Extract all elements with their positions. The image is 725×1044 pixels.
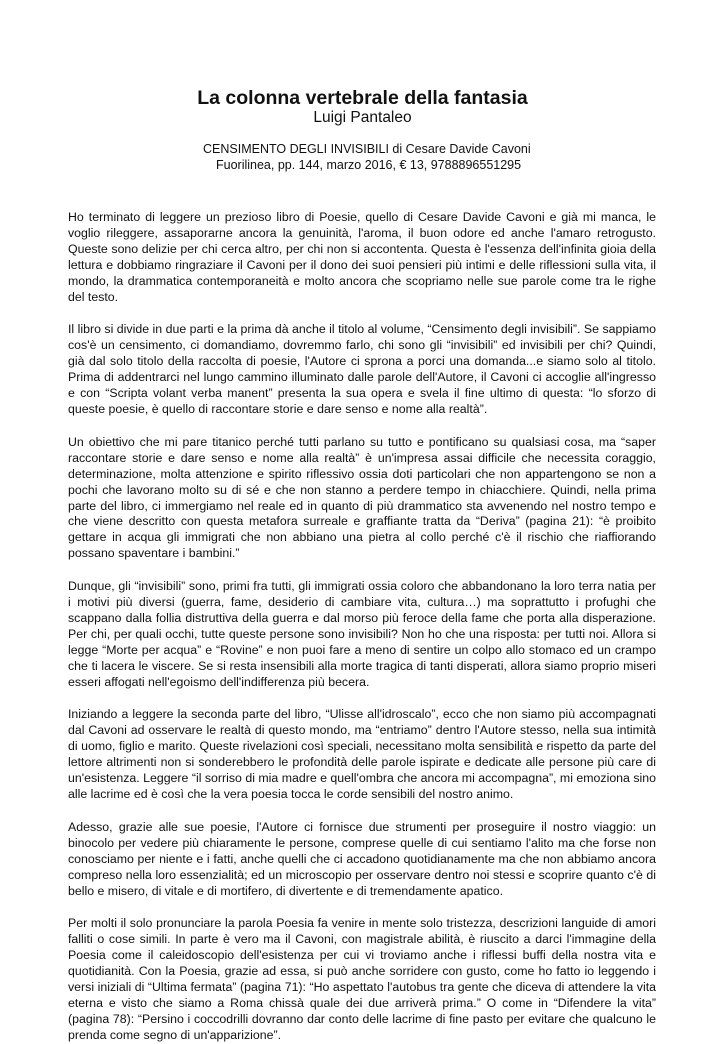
- paragraph-1: Ho terminato di leggere un prezioso libro di Poesie, quello di Cesare Davide Cavoni e già mi manca, le voglio rileggere, assaporarne ancora la genuinità, l'aroma, il buon odore ed anche l'amaro retrogusto. Queste sono delizie per chi cerca altro, per chi non si accontenta. Questa è l'essenza dell'infinita gioia della lettura e dobbiamo ringraziare il Cavoni per il dono dei suoi pensieri più intimi e delle riflessioni sulla vita, il mondo, la drammatica contemporaneità e molto ancora che scopriamo nelle sue parole come tra le righe del testo.: [68, 210, 656, 304]
- author-name: Luigi Pantaleo: [313, 109, 412, 126]
- paragraph-4: Dunque, gli “invisibili” sono, primi fra tutti, gli immigrati ossia coloro che abbandonano la loro terra natia per i motivi più diversi (guerra, fame, desiderio di cambiare vita, cultura…) ma soprattutto i profughi che scappano dalla follia distruttiva della guerra e dal morso più feroce della fame che porta alla disperazione. Per chi, per quali occhi, tutte queste persone sono invisibili? Non ho che una risposta: per tutti noi. Allora si legge “Morte per acqua” e “Rovine” e non puoi fare a meno di sentire un colpo allo stomaco ed un crampo che ti lacera le viscere. Se si resta insensibili alla morte tragica di tanti disperati, allora siamo proprio miseri esseri affogati nell'egoismo dell'indifferenza più becera.: [68, 579, 656, 689]
- paragraph-7: Per molti il solo pronunciare la parola Poesia fa venire in mente solo tristezza, descrizioni languide di amori falliti o cose simili. In parte è vero ma il Cavoni, con magistrale abilità, è riuscito a darci l'immagine della Poesia come il caleidoscopio dell'esistenza per cui vi troviamo anche i riflessi buffi della nostra vita e quotidianità. Con la Poesia, grazie ad essa, si può anche sorridere con gusto, come ho fatto io leggendo i versi iniziali di “Ultima fermata” (pagina 71): “Ho aspettato l'autobus tra gente che diceva di attendere la vita eterna e visto che siamo a Roma chissà quale dei due arriverà prima.” O come in “Difendere la vita” (pagina 78): “Persino i coccodrilli dovranno dar conto delle lacrime di fine pasto per evitare che qualcuno le prenda come segno di un'apparizione”.: [68, 916, 656, 1042]
- publication-details: Fuorilinea, pp. 144, marzo 2016, € 13, 9788896551295: [216, 158, 522, 172]
- article-body: [68, 210, 656, 1044]
- book-reference: CENSIMENTO DEGLI INVISIBILI di Cesare Davide Cavoni: [203, 142, 531, 156]
- article-title: La colonna vertebrale della fantasia: [197, 87, 528, 109]
- paragraph-3: Un obiettivo che mi pare titanico perché tutti parlano su tutto e pontificano su qualsiasi cosa, ma “saper raccontare storie e dare senso e nome alla realtà” è un'impresa assai difficile che necessita coraggio, determinazione, molta attenzione e spirito riflessivo ossia doti particolari che non appartengono se non a pochi che lavorano molto su di sé e che non stanno a perdere tempo in chiacchiere. Quindi, nella prima parte del libro, ci immergiamo nel reale ed in quanto di più drammatico sta avvenendo nel nostro tempo e che viene descritto con questa metafora surreale e graffiante tratta da “Deriva” (pagina 21): “è proibito gettare in acqua gli immigrati che non abbiano una pietra al collo perché c'è il rischio che riaffiorando possano spaventare i bambini.”: [68, 434, 656, 561]
- paragraph-5: Iniziando a leggere la seconda parte del libro, “Ulisse all'idroscalo”, ecco che non siamo più accompagnati dal Cavoni ad osservare le realtà di questo mondo, ma “entriamo” dentro l'Autore stesso, nella sua intimità di uomo, figlio e marito. Queste rivelazioni così speciali, necessitano molta sensibilità e rispetto da parte del lettore altrimenti non si sonderebbero le profondità delle parole ispirate e dedicate alle persone più care di un'esistenza. Leggere “il sorriso di mia madre e quell'ombra che ancora mi accompagna”, mi emoziona sino alle lacrime ed è così che la vera poesia tocca le corde sensibili del nostro animo.: [68, 707, 656, 801]
- paragraph-6: Adesso, grazie alle sue poesie, l'Autore ci fornisce due strumenti per proseguire il nostro viaggio: un binocolo per vedere più chiaramente le persone, comprese quelle di cui sentiamo l'alito ma che forse non conosciamo per niente e i fatti, anche quelli che ci accadono quotidianamente ma che non abbiamo ancora compreso nella loro essenzialità; ed un microscopio per osservare dentro noi stessi e scoprire quanto c'è di bello e misero, di vitale e di mortifero, di divertente e di tremendamente apatico.: [68, 819, 656, 898]
- paragraph-2: Il libro si divide in due parti e la prima dà anche il titolo al volume, “Censimento degli invisibili”. Se sappiamo cos'è un censimento, ci domandiamo, dovremmo farlo, chi sono gli “invisibili” ed invisibili per chi? Quindi, già dal solo titolo della raccolta di poesie, l'Autore ci sprona a porci una domanda...e siamo solo al titolo. Prima di addentrarci nel lungo cammino illuminato dalle parole dell'Autore, il Cavoni ci accoglie all'ingresso e con “Scripta volant verba manent” presenta la sua opera e svela il fine ultimo di questa: “lo sforzo di queste poesie, è quello di raccontare storie e dare senso e nome alla realtà”.: [68, 322, 656, 416]
